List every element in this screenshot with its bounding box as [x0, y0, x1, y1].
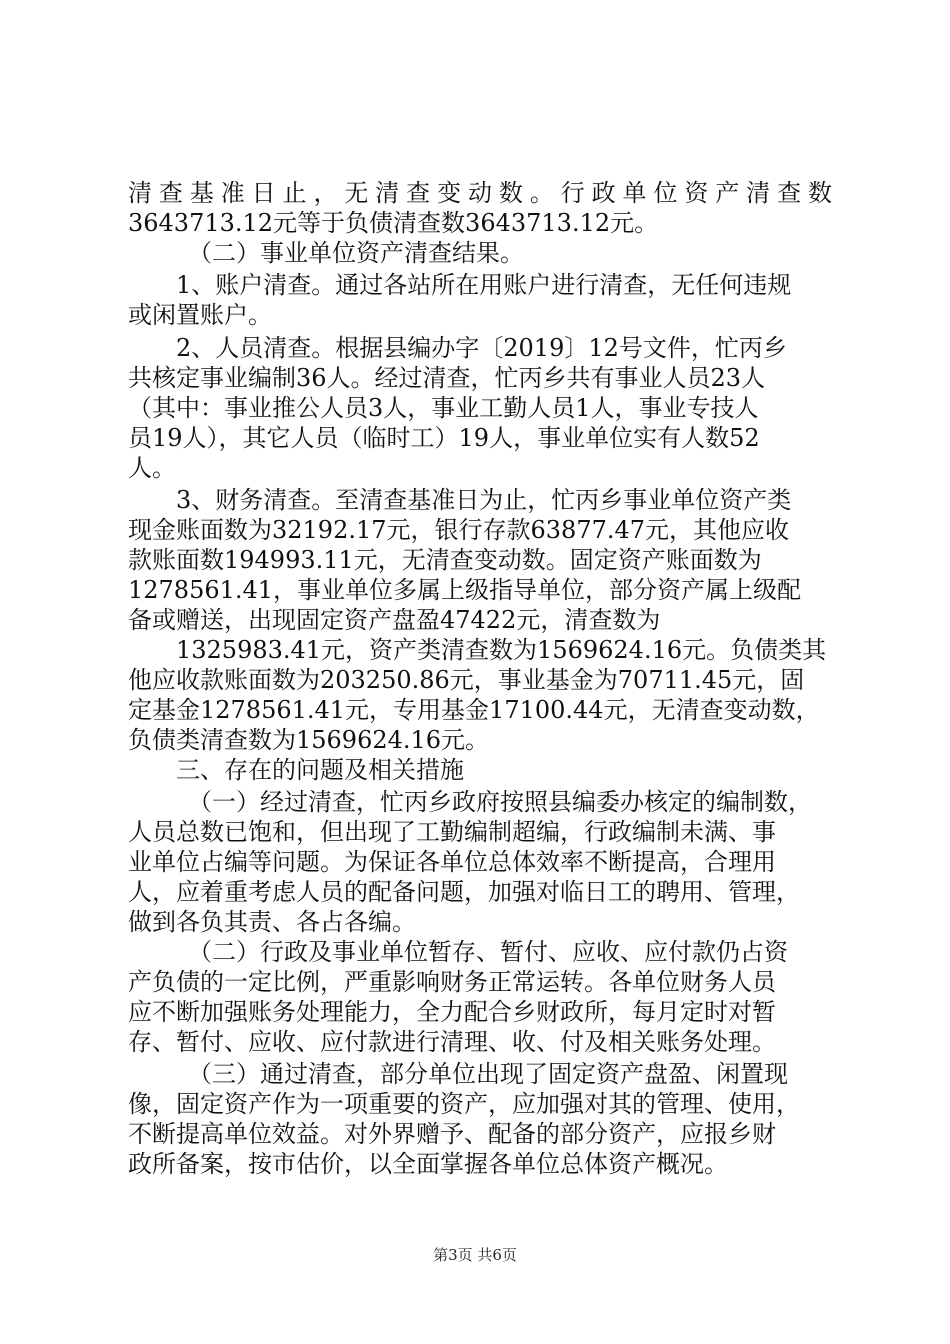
- section-heading: （二）事业单位资产清查结果。: [188, 239, 524, 267]
- body-text-line: 1、账户清查。通过各站所在用账户进行清查，无任何违规: [176, 271, 792, 299]
- body-text-line: 员19人），其它人员（临时工）19人，事业单位实有人数52: [128, 424, 760, 452]
- body-text-line: 负债类清查数为1569624.16元。: [128, 726, 490, 754]
- body-text-line: （二）行政及事业单位暂存、暂付、应收、应付款仍占资: [188, 938, 788, 966]
- body-text-line: 清查基准日止，无清查变动数。行政单位资产清查数: [128, 179, 832, 207]
- body-text-line: 人。: [128, 454, 176, 482]
- body-text-line: 像，固定资产作为一项重要的资产，应加强对其的管理、使用，: [128, 1090, 800, 1118]
- body-text-line: 款账面数194993.11元，无清查变动数。固定资产账面数为: [128, 546, 762, 574]
- body-text-line: （三）通过清查，部分单位出现了固定资产盘盈、闲置现: [188, 1060, 788, 1088]
- body-text-line: （其中：事业推公人员3人，事业工勤人员1人，事业专技人: [128, 394, 759, 422]
- body-text-line: 定基金1278561.41元，专用基金17100.44元，无清查变动数，: [128, 696, 820, 724]
- body-text-line: 共核定事业编制36人。经过清查，忙丙乡共有事业人员23人: [128, 364, 766, 392]
- body-text-line: 现金账面数为32192.17元，银行存款63877.47元，其他应收: [128, 516, 790, 544]
- page-number-footer: 第3页 共6页: [433, 1246, 517, 1264]
- body-text-line: 做到各负其责、各占各编。: [128, 908, 416, 936]
- body-text-line: 人，应着重考虑人员的配备问题，加强对临日工的聘用、管理，: [128, 878, 800, 906]
- body-text-line: 业单位占编等问题。为保证各单位总体效率不断提高，合理用: [128, 848, 776, 876]
- body-text-line: 或闲置账户。: [128, 301, 272, 329]
- body-text-line: 存、暂付、应收、应付款进行清理、收、付及相关账务处理。: [128, 1028, 776, 1056]
- body-text-line: 不断提高单位效益。对外界赠予、配备的部分资产，应报乡财: [128, 1120, 776, 1148]
- body-text-line: 2、人员清查。根据县编办字〔2019〕12号文件，忙丙乡: [176, 334, 787, 362]
- body-text-line: 备或赠送，出现固定资产盘盈47422元，清查数为: [128, 606, 661, 634]
- body-text-line: 产负债的一定比例，严重影响财务正常运转。各单位财务人员: [128, 968, 776, 996]
- body-text-line: 1325983.41元，资产类清查数为1569624.16元。负债类其: [176, 636, 827, 664]
- body-text-line: 人员总数已饱和，但出现了工勤编制超编，行政编制未满、事: [128, 818, 776, 846]
- body-text-line: 1278561.41，事业单位多属上级指导单位，部分资产属上级配: [128, 576, 802, 604]
- body-text-line: 应不断加强账务处理能力，全力配合乡财政所，每月定时对暂: [128, 998, 776, 1026]
- body-text-line: 他应收款账面数为203250.86元，事业基金为70711.45元，固: [128, 666, 805, 694]
- body-text-line: （一）经过清查，忙丙乡政府按照县编委办核定的编制数，: [188, 788, 812, 816]
- body-text-line: 政所备案，按市估价，以全面掌握各单位总体资产概况。: [128, 1150, 728, 1178]
- section-heading: 三、存在的问题及相关措施: [176, 756, 464, 784]
- body-text-line: 3、财务清查。至清查基准日为止，忙丙乡事业单位资产类: [176, 486, 792, 514]
- body-text-line: 3643713.12元等于负债清查数3643713.12元。: [128, 209, 659, 237]
